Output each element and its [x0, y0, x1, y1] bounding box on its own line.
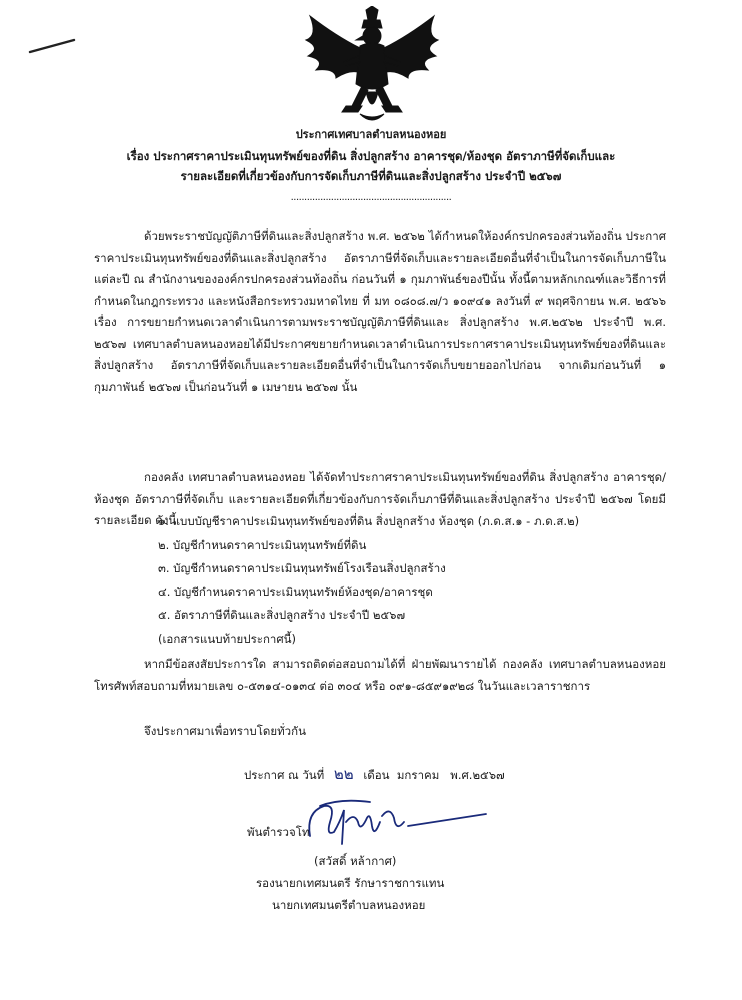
- signer-position: รองนายกเทศมนตรี รักษาราชการแทน: [256, 876, 445, 890]
- announcement-date: [244, 762, 505, 786]
- signer-name: (สวัสดิ์ หล้ากาศ): [314, 854, 397, 868]
- dotted-divider: ............................................................: [290, 192, 452, 203]
- date-prefix: ประกาศ ณ วันที่: [244, 768, 325, 782]
- subject-line-1: เรื่อง ประกาศราคาประเมินทุนทรัพย์ของที่ดิน สิ่งปลูกสร้าง อาคารชุด/ห้องชุด อัตราภาษีที่จัดเก็บและ: [126, 149, 616, 163]
- list-item: (เอกสารแนบท้ายประกาศนี้): [158, 631, 297, 646]
- date-day-handwritten: ๒๒: [333, 765, 354, 783]
- signer-position-2: นายกเทศมนตรีตำบลหนองหอย: [272, 898, 426, 912]
- paragraph-legal-basis: ด้วยพระราชบัญญัติภาษีที่ดินและสิ่งปลูกสร้าง พ.ศ. ๒๕๖๒ ได้กำหนดให้องค์กรปกครองส่วนท้องถิ่น ประกาศราคาประเมินทุนทรัพย์ของที่ดินและสิ่งปลูกสร้าง อัตราภาษีที่จัดเก็บและรายละเอียดอื่นที่จำเป็นในการจัดเก็บภาษีในแต่ละปี ณ สำนักงานขององค์กรปกครองส่วนท้องถิ่น ก่อนวันที่ ๑ กุมภาพันธ์ของปีนั้น ทั้งนี้ตามหลักเกณฑ์และวิธีการที่กำหนดในกฎกระทรวง และหนังสือกระทรวงมหาดไทย ที่ มท ๐๘๐๘.๗/ว ๑๐๙๔๑ ลงวันที่ ๙ พฤศจิกายน พ.ศ. ๒๕๖๖ เรื่อง การขยายกำหนดเวลาดำเนินการตามพระราชบัญญัติภาษีที่ดินและ สิ่งปลูกสร้าง พ.ศ.๒๕๖๒ ประจำปี พ.ศ. ๒๕๖๗ เทศบาลตำบลหนองหอยได้มีประกาศขยายกำหนดเวลาดำเนินการประกาศราคาประเมินทุนทรัพย์ของที่ดินและสิ่งปลูกสร้าง อัตราภาษีที่จัดเก็บและรายละเอียดอื่นที่จำเป็นในการจัดเก็บขยายออกไปก่อน จากเดิมก่อนวันที่ ๑ กุมภาพันธ์ ๒๕๖๗ เป็นก่อนวันที่ ๑ เมษายน ๒๕๖๗ นั้น: [94, 229, 666, 394]
- list-item: ๕. อัตราภาษีที่ดินและสิ่งปลูกสร้าง ประจำปี ๒๕๖๗: [158, 608, 406, 622]
- list-item: ๓. บัญชีกำหนดราคาประเมินทุนทรัพย์โรงเรือนสิ่งปลูกสร้าง: [158, 561, 446, 575]
- date-year: พ.ศ.๒๕๖๗: [450, 768, 505, 782]
- date-month: มกราคม: [396, 768, 440, 782]
- paragraph-announcement: กองคลัง เทศบาลตำบลหนองหอย ได้จัดทำประกาศราคาประเมินทุนทรัพย์ของที่ดิน สิ่งปลูกสร้าง อาคารชุด/ห้องชุด อัตราภาษีที่จัดเก็บ และรายละเอียดที่เกี่ยวข้องกับการจัดเก็บภาษีที่ดินและสิ่งปลูกสร้าง ประจำปี ๒๕๖๗ โดยมีรายละเอียด ดังนี้: [94, 470, 666, 527]
- attachment-list: [158, 510, 668, 651]
- handwritten-signature: [300, 792, 490, 854]
- pen-mark: [28, 36, 78, 56]
- date-month-label: เดือน: [363, 768, 390, 782]
- signature-block: [250, 850, 550, 916]
- paragraph-closing: จึงประกาศมาเพื่อทราบโดยทั่วกัน: [144, 724, 306, 738]
- list-item: ๒. บัญชีกำหนดราคาประเมินทุนทรัพย์ที่ดิน: [158, 537, 367, 552]
- list-item: ๑. แบบบัญชีราคาประเมินทุนทรัพย์ของที่ดิน สิ่งปลูกสร้าง ห้องชุด (ภ.ด.ส.๑ - ภ.ด.ส.๒): [158, 514, 580, 528]
- signer-rank: พันตำรวจโท: [247, 825, 310, 839]
- paragraph-contact: หากมีข้อสงสัยประการใด สามารถติดต่อสอบถามได้ที่ ฝ่ายพัฒนารายได้ กองคลัง เทศบาลตำบลหนองหอย โทรศัพท์สอบถามที่หมายเลข ๐-๕๓๑๔-๐๑๓๔ ต่อ ๓๐๔ หรือ ๐๙๑-๘๕๙๑๙๒๘ ในวันและเวลาราชการ: [94, 657, 666, 693]
- agency-title: ประกาศเทศบาลตำบลหนองหอย: [295, 128, 447, 141]
- subject-line-2: รายละเอียดที่เกี่ยวข้องกับการจัดเก็บภาษีที่ดินและสิ่งปลูกสร้าง ประจำปี ๒๕๖๗: [180, 169, 562, 183]
- list-item: ๔. บัญชีกำหนดราคาประเมินทุนทรัพย์ห้องชุด/อาคารชุด: [158, 584, 433, 599]
- garuda-emblem: [296, 6, 448, 126]
